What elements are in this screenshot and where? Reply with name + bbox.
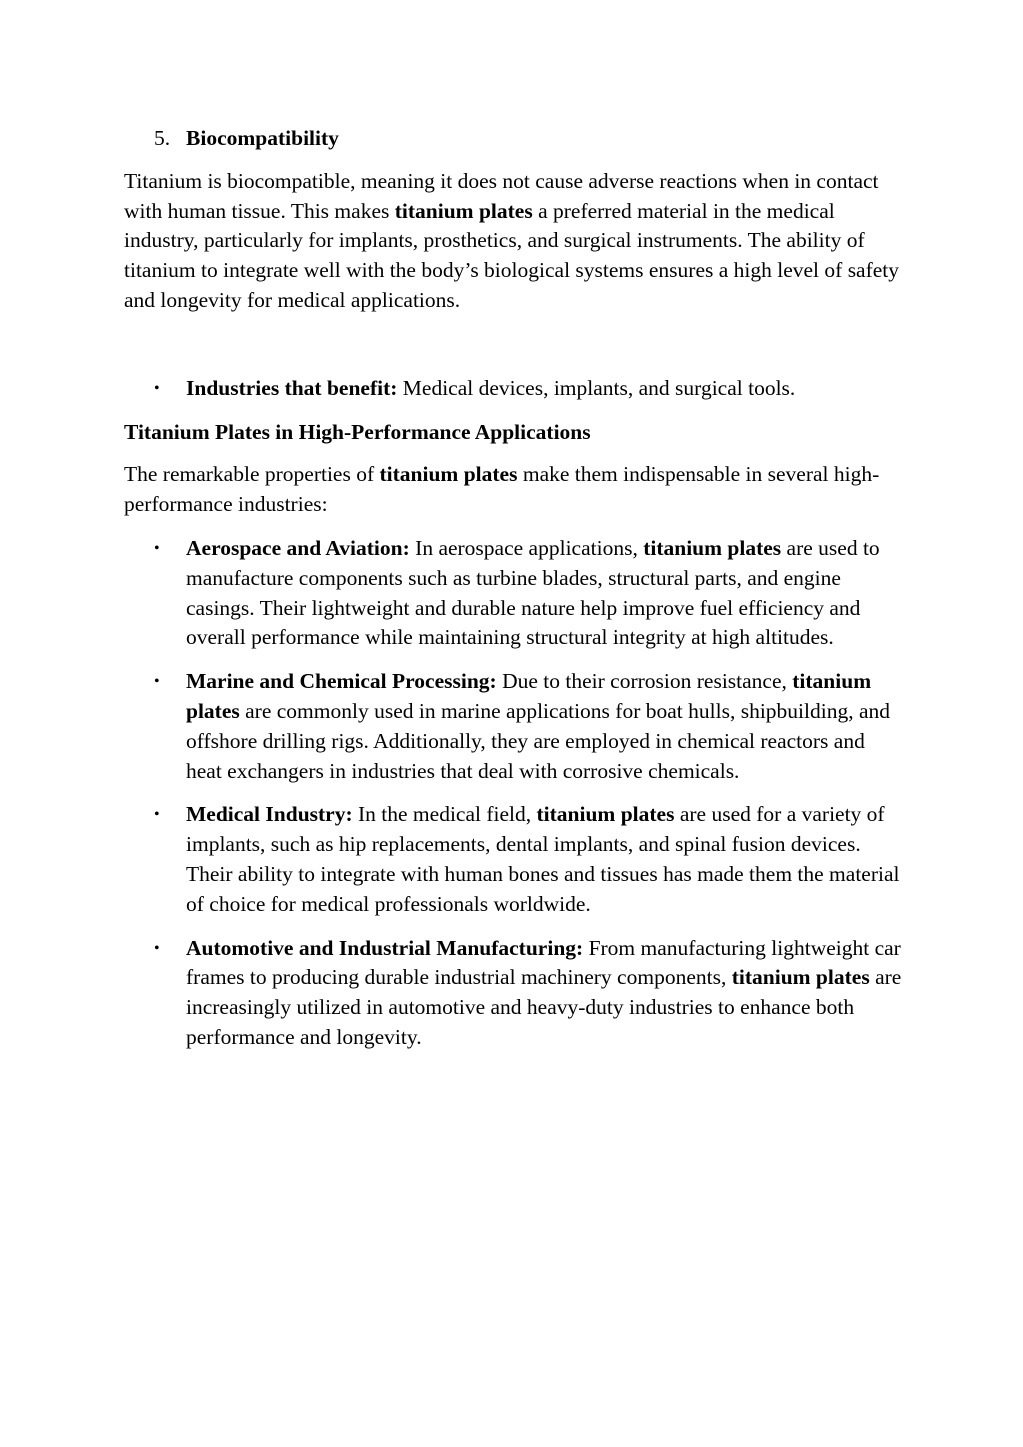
- list-item: [124, 667, 904, 786]
- section-title: Biocompatibility: [186, 126, 339, 150]
- bullet-label: Medical Industry:: [186, 802, 353, 827]
- list-item: [124, 374, 904, 404]
- bold-term: titanium plates: [643, 535, 782, 560]
- document-page: [124, 124, 904, 1067]
- bullet-text: In aerospace applications,: [409, 535, 644, 560]
- bold-term: titanium plates: [186, 669, 872, 723]
- applications-intro: [124, 460, 904, 520]
- bullet-text: Medical devices, implants, and surgical tools.: [397, 375, 796, 400]
- bold-term: titanium plates: [379, 462, 518, 487]
- bullet-label: Industries that benefit:: [186, 375, 398, 400]
- benefit-list: [124, 374, 904, 404]
- list-item: [124, 800, 904, 919]
- applications-heading: Titanium Plates in High-Performance Applications: [124, 419, 591, 444]
- bold-term: titanium plates: [536, 802, 675, 827]
- bullet-text: Due to their corrosion resistance,: [496, 669, 793, 694]
- bullet-text: are used to manufacture components such as turbine blades, structural parts, and engine casings. Their lightweight and durable nature help improve fuel efficiency and overall performance while maintaining structural integrity at high altitudes.: [186, 535, 880, 650]
- bullet-label: Automotive and Industrial Manufacturing:: [186, 935, 584, 960]
- biocompatibility-paragraph: [124, 167, 904, 316]
- bullet-text: are used for a variety of implants, such as hip replacements, dental implants, and spinal fusion devices. Their ability to integrate with human bones and tissues has made them the material of choice for medical professionals worldwide.: [186, 802, 900, 916]
- section-number: 5.: [154, 126, 171, 150]
- bullet-label: Aerospace and Aviation:: [186, 535, 410, 560]
- paragraph-text: Titanium is biocompatible, meaning it does not cause adverse reactions when in contact with human tissue. This makes: [124, 168, 879, 223]
- applications-list: [124, 534, 904, 1053]
- bullet-text: are increasingly utilized in automotive and heavy-duty industries to enhance both performance and longevity.: [186, 965, 902, 1049]
- paragraph-text: a preferred material in the medical industry, particularly for implants, prosthetics, and surgical instruments. The ability of titanium to integrate well with the body’s biological systems ensures a high level of safety and longevity for medical applications.: [124, 198, 900, 312]
- list-item: [124, 534, 904, 653]
- bullet-text: are commonly used in marine applications for boat hulls, shipbuilding, and offshore drilling rigs. Additionally, they are employed in chemical reactors and heat exchangers in industries that deal with corrosive chemicals.: [186, 698, 890, 783]
- bold-term: titanium plates: [394, 198, 533, 223]
- section-heading-biocompatibility: [154, 124, 904, 154]
- bold-term: titanium plates: [731, 965, 870, 990]
- list-item: [124, 934, 904, 1053]
- paragraph-text: make them indispensable in several high-performance industries:: [124, 462, 880, 517]
- bullet-text: In the medical field,: [352, 802, 537, 827]
- bullet-text: From manufacturing lightweight car frames to producing durable industrial machinery components,: [186, 935, 901, 990]
- paragraph-text: The remarkable properties of: [124, 462, 380, 487]
- bullet-label: Marine and Chemical Processing:: [186, 669, 497, 694]
